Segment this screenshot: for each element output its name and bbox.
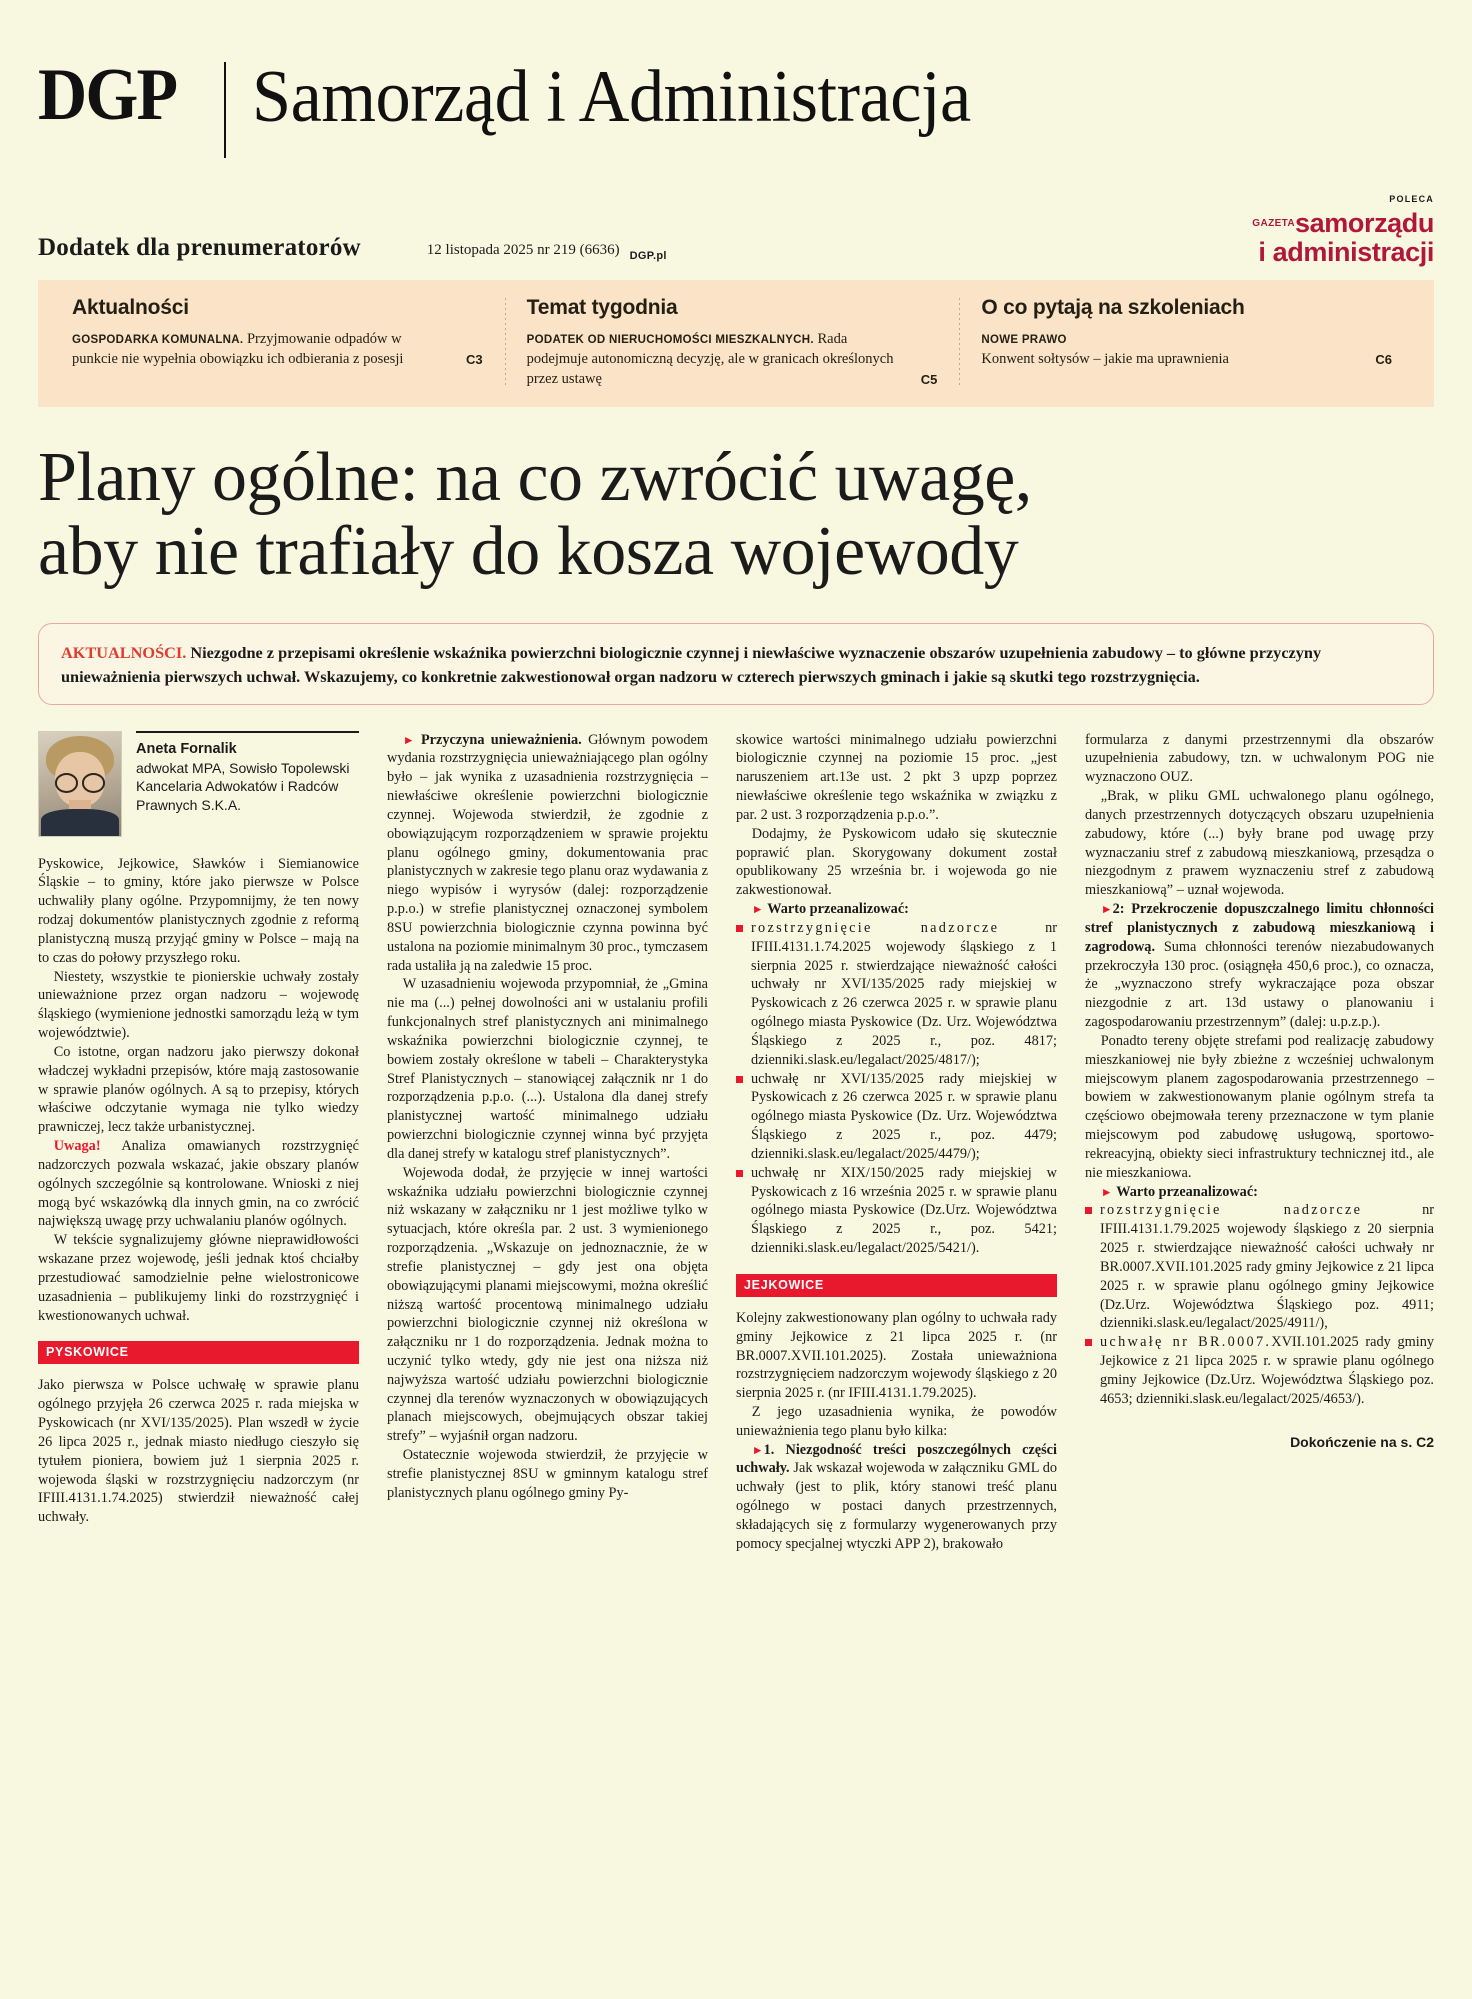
arrow-right-icon: ► [1100, 1184, 1113, 1199]
uwaga-label: Uwaga! [53, 1138, 101, 1155]
teaser-kicker: PODATEK OD NIERUCHOMOŚCI MIESZKALNYCH. [526, 334, 814, 346]
arrow-right-icon: ► [1100, 902, 1113, 917]
subhead-label: 1. Niezgodność treści poszczególnych części uchwały. [736, 1441, 1057, 1477]
teaser-heading: Temat tygodnia [526, 296, 678, 319]
article-column-4 [1085, 731, 1434, 1554]
paragraph-text: Głównym powodem wydania rozstrzygnięcia unieważniającego plan ogólny było – jak wynika z uzasadnienia rozstrzygnięcia – niewłaściwe określenie powierzchni biologicznie czynnej. Wojewoda stwierdził, że zgodnie z obowiązującym rozporządzeniem w sprawie projektu planu ogólnego gminy, dokumentowania prac planistycznych w zakresie tego planu oraz wydawania z niego wypisów i wyrysów (dalej: rozporządzenie p.p.o.) w strefie planistycznej oznaczonej symbolem 8SU powierzchnia biologicznie czynna powinna być ustalona na poziomie minimalnym 30 proc., tymczasem rada ustaliła ją na zaledwie 15 proc. [387, 731, 709, 974]
paragraph-uwaga [38, 1137, 359, 1231]
author-role: adwokat MPA, Sowisło Topolewski Kancelaria Adwokatów i Radców Prawnych S.K.A. [136, 759, 350, 813]
paragraph: Niestety, wszystkie te pionierskie uchwały zostały unieważnione przez organ nadzoru – wojewodę śląskiego (wymienione jednostki samorządu leżą w tym województwie). [38, 968, 359, 1042]
paragraph: Co istotne, organ nadzoru jako pierwszy dokonał władczej wykładni przepisów, które mają zastosowanie w sprawie planów ogólnych. A są to przepisy, których właściwe odczytanie wymaga nie tylko wiedzy prawniczej, lecz także urbanistycznej. [38, 1043, 359, 1136]
supplement-label: Dodatek dla prenumeratorów [38, 234, 361, 261]
paragraph: Ostatecznie wojewoda stwierdził, że przyjęcie w strefie planistycznej 8SU w gminnym katalogu stref planistycznych planu ogólnego gminy Py- [387, 1447, 708, 1501]
paragraph: Ponadto tereny objęte strefami pod realizację zabudowy mieszkaniowej nie były zbieżne z wcześniej uchwalonym miejscowym planem zagospodarowania przestrzennego – bowiem w zakwestionowanym planie ogólnym strefa ta częściowo obejmowała tereny przeznaczone w tym planie miejscowym pod zabudowę usługową, sportowo-rekreacyjną, obiekty sieci infrastruktury technicznej itd., ale nie mieszkaniowa. [1085, 1032, 1434, 1181]
teaser-text: Przyjmowanie odpadów w punkcie nie wypełnia obowiązku ich odbierania z posesji [72, 331, 404, 367]
paragraph: Kolejny zakwestionowany plan ogólny to uchwała rady gminy Jejkowice z 21 lipca 2025 r. (nr BR.0007.XVII.101.2025). Została unieważniona rozstrzygnięciem nadzorczym wojewody śląskiego z 20 sierpnia 2025 r. (nr IFIII.4131.1.79.2025). [736, 1309, 1057, 1402]
paragraph: Wojewoda dodał, że przyjęcie w innej wartości wskaźnika udziału powierzchni biologicznie czynnej niż wskazany w załączniku nr 1 jest możliwe tylko w sytuacjach, które określa par. 2 ust. 3 wymienionego rozporządzenia. „Wskazuje on jednoznacznie, że w strefie planistycznej – gdy jest ona objęta obowiązującymi planami miejscowymi, można określić niższą wartość procentową minimalnego udziału powierzchni biologicznie czynnej niż określona w załączniku nr 1 do rozporządzenia. Jednak można to uczynić tylko wtedy, gdy nie jest ona niższa niż najwyższa wartość udziału powierzchni biologicznie czynnej dla terenów wyznaczonych w obowiązujących planach miejscowych, obejmujących obszar takiej strefy” – wyjaśnił organ nadzoru. [387, 1164, 708, 1445]
masthead [38, 0, 1434, 158]
warto-heading [1085, 1183, 1434, 1202]
teaser-body [527, 329, 938, 389]
paragraph: skowice wartości minimalnego udziału powierzchni biologicznie czynnej na poziomie 15 proc. „jest naruszeniem art.13e ust. 2 pkt 3 upzp poprzez niewłaściwe określenie tego wskaźnika w związku z par. 2 ust. 3 rozporządzenia p.p.o.”. [736, 731, 1057, 823]
teaser-body [981, 329, 1392, 369]
paragraph-text: Jak wskazał wojewoda w załączniku GML do uchwały (jest to plik, który stanowi treść planu ogólnego w postaci danych przestrzennych, składających się z formularzy wygenerowanych przy pomocy specjalnej wtyczki APP 2), brakowało [736, 1460, 1057, 1552]
list-item-text: XVII.101.2025 rady gminy Jejkowice z 21 lipca 2025 r. w sprawie planu ogólnego gminy Jejkowice (Dz.Urz. Województwa Śląskiego poz. 4653; dzienniki.slask.eu/legalact/2025/4653/). [1100, 1334, 1434, 1407]
teaser-page-ref[interactable]: C6 [1375, 352, 1393, 368]
section-tag-pyskowice: PYSKOWICE [38, 1341, 359, 1364]
avatar [38, 731, 122, 837]
teaser-page-ref[interactable]: C5 [920, 372, 938, 388]
article-column-2 [387, 731, 736, 1554]
section-tag-jejkowice: JEJKOWICE [736, 1274, 1057, 1297]
lead-body: Niezgodne z przepisami określenie wskaźnika powierzchni biologicznie czynnej i niewłaściwe wyznaczenie obszarów uzupełnienia zabudowy – to główne przyczyny unieważnienia pierwszych uchwał. Wskazujemy, co konkretnie zakwestionował organ nadzoru w czterech pierwszych gminach i jakie są skutki tego rozstrzygnięcia. [61, 643, 1322, 686]
headline-line-2: aby nie trafiały do kosza wojewody [38, 513, 1019, 591]
paragraph-subhead [1085, 900, 1434, 1032]
paragraph: Pyskowice, Jejkowice, Sławków i Siemianowice Śląskie – to gminy, które jako pierwsze w Polsce uchwaliły plany ogólne. Przypomnijmy, że ten nowy rodzaj dokumentów planistycznych zgodnie z reformą planistyczną muszą przyjąć gminy w Polsce – mają na to czas do połowy przyszłego roku. [38, 855, 359, 966]
paragraph: „Brak, w pliku GML uchwalonego planu ogólnego, danych przestrzennych dotyczących obszaru uzupełnienia zabudowy, które (...) były brane pod uwagę przy wyznaczaniu stref z zabudową mieszkaniową, przesądza o niezgodnym z prawem wyznaczeniu stref z zabudową mieszkaniową” – uznał wojewoda. [1085, 788, 1434, 899]
arrow-right-icon: ► [402, 732, 415, 747]
paragraph: Jako pierwsza w Polsce uchwałę w sprawie planu ogólnego przyjęła 26 czerwca 2025 r. rada miejska w Pyskowicach (nr XVI/135/2025). Plan wszedł w życie 26 lipca 2025 r., jednak miasto niedługo cieszyło się tytułem pioniera, bowiem już 1 sierpnia 2025 r. wojewoda śląski w rozstrzygnięciu nadzorczym (nr IFIII.4131.1.74.2025) stwierdził nieważność całej uchwały. [38, 1377, 359, 1526]
list-item-lead: rozstrzygnięcie nadzorcze [751, 919, 1000, 936]
teaser-heading: O co pytają na szkoleniach [981, 296, 1245, 319]
teaser-aktualnosci[interactable] [58, 296, 505, 389]
lead-text [61, 641, 1411, 687]
avatar-body [41, 809, 120, 836]
teaser-temat-tygodnia[interactable] [505, 296, 960, 389]
teaser-body [72, 329, 483, 369]
teaser-page-ref[interactable]: C3 [466, 352, 483, 368]
paragraph-text: Suma chłonności terenów niezabudowanych przekroczyła 130 proc. (osiągnęła 450,6 proc.), co oznacza, że „wyznaczono strefy wykraczające poza obszar niezgodnie z art. 13d ustawy o planowaniu i zagospodarowaniu przestrzennym” (dalej: u.p.z.p.). [1085, 938, 1434, 1031]
subhead-label: 2: Przekroczenie dopuszczalnego limitu chłonności stref planistycznych z zabudową mieszkaniową i zagrodową. [1085, 901, 1434, 955]
author-name: Aneta Fornalik [136, 740, 237, 757]
list-item-lead: uchwałę nr BR.0007. [1100, 1334, 1272, 1351]
article-column-3 [736, 731, 1085, 1554]
teaser-text: Rada podejmuje autonomiczną decyzję, ale w granicach określonych przez ustawę [526, 331, 894, 387]
teaser-heading: Aktualności [72, 296, 189, 319]
list-item[interactable] [736, 1070, 1057, 1164]
warto-heading [736, 900, 1057, 919]
teaser-text: Konwent sołtysów – jakie ma uprawnienia [981, 351, 1229, 367]
site-label: DGP.pl [629, 250, 667, 262]
list-item[interactable] [736, 919, 1057, 1070]
lead-kicker: AKTUALNOŚCI. [61, 643, 187, 663]
list-item-lead: rozstrzygnięcie nadzorcze [1100, 1202, 1363, 1219]
teaser-kicker: NOWE PRAWO [981, 334, 1067, 346]
teaser-band [38, 280, 1434, 407]
paragraph: W tekście sygnalizujemy główne nieprawidłowości wskazane przez wojewodę, jeśli jednak ktoś chciałby przestudiować samodzielnie pełne wielostronicowe uzasadnienia – publikujemy linki do rozstrzygnięć i kwestionowanych uchwał. [38, 1232, 359, 1324]
list-item-text: uchwałę nr XIX/150/2025 rady miejskiej w Pyskowicach z 16 września 2025 r. w sprawie planu ogólnego miasta Pyskowice (Dz.Urz. Województwa Śląskiego z 2025 r., poz. 5421; dzienniki.slask.eu/legalact/2025/5421/). [751, 1164, 1057, 1257]
list-item-text: nr IFIII.4131.1.79.2025 wojewody śląskiego z 20 sierpnia 2025 r. stwierdzające nieważność całości uchwały nr BR.0007.XVII.101.2025 rady gminy Jejkowice z 21 lipca 2025 r. w sprawie planu ogólnego gminy Jejkowice (Dz.Urz. Województwa Śląskiego poz. 4911; dzienniki.slask.eu/legalact/2025/4911/), [1100, 1202, 1434, 1332]
promo-poleca-label: POLECA [1389, 194, 1434, 204]
glasses-icon [55, 773, 106, 789]
promo-line-2: i administracji [1258, 237, 1434, 267]
teaser-szkolenia[interactable] [959, 296, 1414, 389]
byline-rule [136, 731, 359, 733]
paragraph: formularza z danymi przestrzennymi dla obszarów uzupełnienia zabudowy, tzn. w uchwalonym POG nie wyznaczono OUZ. [1085, 731, 1434, 786]
masthead-title: Samorząd i Administracja [252, 56, 971, 138]
list-item-text: nr IFIII.4131.1.74.2025 wojewody śląskiego z 1 sierpnia 2025 r. stwierdzające nieważność całości uchwały nr XVI/135/2025 rady miejskiej w Pyskowicach z 26 czerwca 2025 r. w sprawie planu ogólnego miasta Pyskowice (Dz. Urz. Województwa Śląskiego z 2025 r., poz. 4817; dzienniki.slask.eu/legalact/2025/4817/); [751, 919, 1057, 1068]
reference-list [1085, 1201, 1434, 1408]
list-item[interactable] [1085, 1201, 1434, 1333]
subhead-label: Przyczyna unieważnienia. [420, 731, 582, 748]
list-item[interactable] [1085, 1333, 1434, 1408]
author-byline [38, 731, 359, 837]
promo-gazeta-label: GAZETA [1252, 218, 1296, 229]
reference-list [736, 919, 1057, 1258]
arrow-right-icon: ► [751, 902, 764, 917]
author-info [122, 731, 359, 837]
list-item[interactable] [736, 1164, 1057, 1258]
masthead-subrow [38, 194, 1434, 267]
arrow-right-icon: ► [751, 1442, 764, 1457]
paragraph: W uzasadnieniu wojewoda przypomniał, że „Gmina nie ma (...) pełnej dowolności ani w ustalaniu profili funkcjonalnych stref planistycznych ani minimalnego wskaźnika powierzchni biologicznie czynnej, te bowiem zostały określone w tabeli – Charakterystyka Stref Planistycznych – stanowiącej załącznik nr 1 do rozporządzenia p.p.o. (...). Ustalona dla danej strefy planistycznej wartość minimalnego udziału powierzchni biologicznie czynnej winna być przyjęta dla danej strefy w katalogu stref planistycznych”. [387, 976, 708, 1162]
issue-date: 12 listopada 2025 nr 219 (6636) [426, 242, 620, 258]
continuation-note[interactable]: Dokończenie na s. C2 [1290, 1434, 1434, 1451]
promo-block [1252, 195, 1434, 266]
paragraph: Dodajmy, że Pyskowicom udało się skutecznie poprawić plan. Skorygowany dokument został opublikowany 25 września br. i wojewoda go nie zakwestionował. [736, 825, 1057, 899]
list-item-text: uchwałę nr XVI/135/2025 rady miejskiej w Pyskowicach z 26 czerwca 2025 r. w sprawie planu ogólnego miasta Pyskowice (Dz. Urz. Województwa Śląskiego z 2025 r., poz. 4479; dzienniki.slask.eu/legalact/2025/4479/); [751, 1070, 1057, 1162]
warto-label: Warto przeanalizować: [1116, 1183, 1258, 1200]
uwaga-text: Analiza omawianych rozstrzygnięć nadzorczych pozwala wskazać, jakie obszary planów ogólnych szczególnie są kontrolowane. Wnioski z niej mogą być wskazówką dla innych gmin, na co zwrócić największą uwagę przy uchwalaniu planów ogólnych. [38, 1138, 359, 1230]
article-headline [38, 441, 1434, 589]
teaser-kicker: GOSPODARKA KOMUNALNA. [72, 334, 244, 346]
dgp-logo: DGP [38, 54, 177, 136]
article-columns [38, 731, 1434, 1554]
warto-label: Warto przeanalizować: [767, 901, 909, 918]
paragraph: Z jego uzasadnienia wynika, że powodów unieważnienia tego planu było kilka: [736, 1403, 1057, 1439]
article-column-1 [38, 731, 387, 1554]
lead-box [38, 623, 1434, 704]
paragraph-subhead [387, 731, 708, 976]
promo-title-word: samorządu [1295, 208, 1434, 238]
promo-line-1 [1252, 210, 1434, 237]
masthead-divider [224, 62, 226, 158]
paragraph-subhead [736, 1441, 1057, 1554]
headline-line-1: Plany ogólne: na co zwrócić uwagę, [38, 439, 1032, 516]
